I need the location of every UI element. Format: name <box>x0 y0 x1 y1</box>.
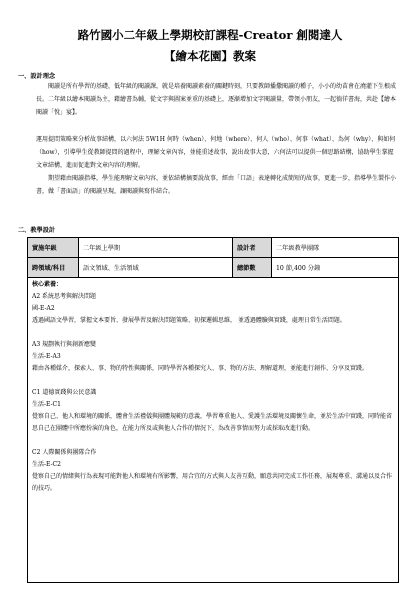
core-competency-box <box>27 277 399 583</box>
core-line: A2 系統思考與解決問題 <box>32 293 97 300</box>
core-line: 覺察自己、他人和環境的關係，體會生活禮儀與團體規範的意義，學習尊重他人、愛護生活環境及關懷生命，並於生活中實踐，同時能省思自己在團體中所應扮演的角色，在能力所及或與他人合作的情況下，為改善事情而努力或採取改進行動。 <box>32 413 393 432</box>
value-total-hours: 10 節,400 分鐘 <box>272 258 399 278</box>
document-title: 路竹國小二年級上學期校訂課程-Creator 創閱達人 <box>77 28 343 42</box>
core-line: C1 道德實踐與公民意識 <box>32 389 97 396</box>
core-line: 國-E-A2 <box>32 305 55 312</box>
core-line: 透過國語文學習，掌握文本要旨、發展學習及解決問題策略、初探邏輯思維， 並透過體驗與實踐，處理日常生活問題。 <box>32 317 346 324</box>
info-table <box>27 237 399 278</box>
label-designer: 設計者 <box>233 238 272 258</box>
core-line <box>32 375 394 387</box>
value-domain: 語文領域、生活領域 <box>79 258 233 278</box>
core-line: C2 人際關係與團隊合作 <box>32 449 97 456</box>
value-designer: 二年級教學團隊 <box>272 238 399 258</box>
core-line: 生活-E-C2 <box>32 461 61 468</box>
label-grade: 實施年級 <box>28 238 79 258</box>
core-line: 生活-E-C1 <box>32 401 61 408</box>
core-line: 藉由各種媒介，探索人、事、物的特性與關係，同時學習各種探究人、事、物的方法、理解道理，並能進行創作、分享及實踐。 <box>32 365 369 372</box>
section-heading-design-concept: 一、設計理念 <box>18 73 56 80</box>
core-line: A3 規劃執行與創新應變 <box>32 341 97 348</box>
core-line: 生活-E-A3 <box>32 353 61 360</box>
document-subtitle: 【繪本花園】教案 <box>164 49 256 63</box>
label-total-hours: 總節數 <box>233 258 272 278</box>
core-line <box>32 435 394 447</box>
section-heading-teaching-design: 二、教學設計 <box>18 227 56 234</box>
core-line <box>32 327 394 339</box>
core-competency-title: 核心素養： <box>32 281 63 288</box>
value-grade: 二年級上學期 <box>79 238 233 258</box>
design-concept-paragraph-2: 運用提問策略來分析故事結構，以六何法 5W1H 何時（when）、何地（where）、何人（who）、何事（what）、為何（why）、與如何（how），引導學生從教師提問的過程中，理解文章內容，並能重述故事，說出故事大意，六何法可以提供一個思路結構，協助學生掌握文章結構，進而促進對文章內容的理解。 <box>36 136 396 169</box>
core-line: 覺察自己的情緒與行為表現可能對他人和環境有所影響，用合宜的方式與人友善互動，願意共同完成工作任務，展現尊重、溝通以及合作的技巧。 <box>32 473 393 492</box>
design-concept-paragraph-3: 期望藉由閱讀指導，學生能理解文章內容，並依結構摘要說故事，經由「口語」表達轉化成簡短的故事，更進一步，指導學生製作小書，做「書面語」的閱讀呈現，讓閱讀與寫作結合。 <box>36 175 397 195</box>
design-concept-paragraph-1: 閱讀是所有學習的基礎，低年級的閱讀課，就是培養閱讀素養的關鍵時刻，只要教師播撒閱讀的種子，小小的幼苗會在澆灌下生根成長。二年級以繪本閱讀為主，藉繪書為輔，從文字與圖案並重的基礎上，逐漸增加文字閱讀量，帶領小朋友，一起徜徉書海，共赴【繪本閱讀「悅」宴】。 <box>36 83 397 116</box>
label-domain: 跨領域/科目 <box>28 258 79 278</box>
